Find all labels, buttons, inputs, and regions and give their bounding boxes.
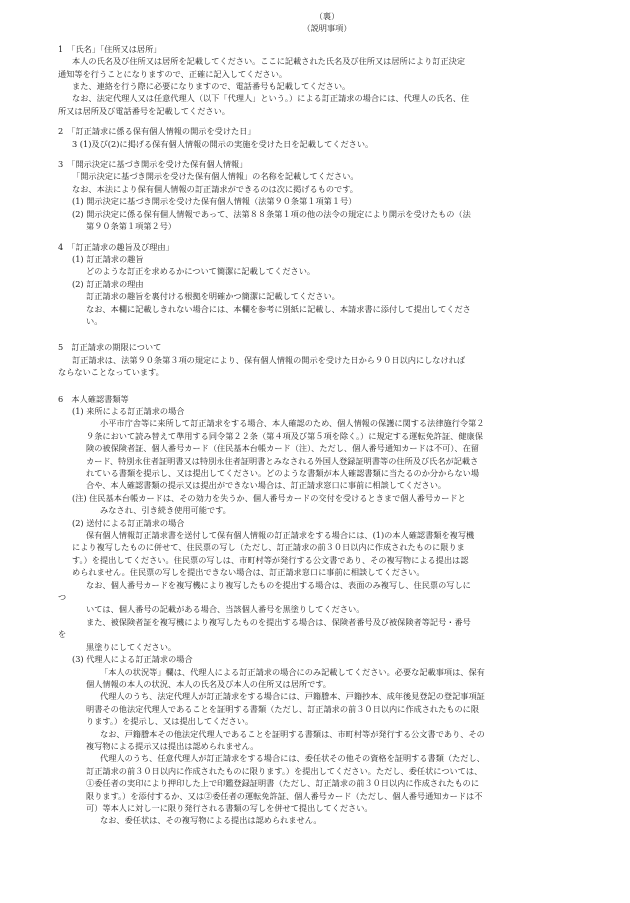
section-6-text: 複写物による提示又は提出は認められません。 <box>86 740 259 751</box>
page-side-label: （裏） <box>314 11 340 21</box>
section-4-text: なお、本欄に記載しきれない場合には、本欄を参考に別紙に記載し、本請求書に添付して提出してくださ <box>86 303 471 314</box>
section-6-text: ①委任者の実印により押印した上で印鑑登録証明書（ただし、訂正請求の前３０日以内に作成されたものに <box>86 778 480 789</box>
section-6-text: 小平市庁舎等に来所して訂正請求をする場合、本人確認のため、個人情報の保護に関する法律施行令第２ <box>100 418 485 429</box>
section-5-title: 5 訂正請求の期限について <box>58 342 162 353</box>
section-6-text: ９条において読み替えて準用する同令第２２条（第４項及び第５項を除く。）に規定する運転免許証、健康保 <box>86 430 483 441</box>
section-6-text: ります。）を提示し、又は提出してください。 <box>86 716 254 727</box>
section-6-text: 限ります。）を添付するか、又は②委任者の運転免許証、個人番号カード（ただし、個人番号通知カードは不 <box>86 790 483 801</box>
section-6-text: 保有個人情報訂正請求書を送付して保有個人情報の訂正請求をする場合には、(1)の本人確認書類を複写機 <box>86 530 475 541</box>
section-3-title: 3 「開示決定に基づき開示を受けた保有個人情報」 <box>58 159 248 170</box>
section-6-note: みなされ、引き続き使用可能です。 <box>100 505 231 516</box>
section-5 <box>58 341 596 378</box>
section-3-item: (1) 開示決定に基づき開示を受けた保有個人情報（法第９０条第１項第１号） <box>72 196 357 207</box>
section-6-text: なお、委任状は、その複写物による提出は認められません。 <box>100 815 322 826</box>
section-3-item: 第９０条第１項第２号） <box>86 221 177 232</box>
section-1-text: 所又は居所及び電話番号を記載してください。 <box>58 105 230 116</box>
page-title: （説明事項） <box>302 23 352 34</box>
section-6-item: (2) 送付による訂正請求の場合 <box>72 517 185 528</box>
section-6-text: 個人情報の本人の状況、本人の氏名及び本人の住所又は居所です。 <box>86 678 331 689</box>
section-6-text: 明書その他法定代理人であることを証明する書類（ただし、訂正請求の前３０日以内に作成されたものに限 <box>86 703 480 714</box>
section-6 <box>58 393 596 827</box>
section-6-title: 6 本人確認書類等 <box>58 393 129 404</box>
section-6-text: 合や、本人確認書類の提示又は提出ができない場合は、訂正請求窓口に事前に相談してください。 <box>86 480 447 491</box>
section-6-text: また、被保険者証を複写機により複写したものを提出する場合は、保険者番号及び被保険者等記号・番号 <box>86 616 471 627</box>
section-6-note: (注) 住民基本台帳カードは、その効力を失うか、個人番号カードの交付を受けるときまで個人番号カードと <box>72 492 466 503</box>
section-4-item: (2) 訂正請求の理由 <box>72 278 144 289</box>
section-4-item: (1) 訂正請求の趣旨 <box>72 253 144 264</box>
section-2-text: 3 (1)及び(2)に掲げる保有個人情報の開示の実施を受けた日を記載してください。 <box>72 138 374 149</box>
section-6-text: れている書類を提示し、又は提出してください。どのような書類が本人確認書類に当たるのか分からない場 <box>86 468 480 478</box>
section-6-text: を <box>58 629 67 640</box>
section-5-text: ならないことなっています。 <box>58 367 164 378</box>
section-6-text: 「本人の状況等」欄は、代理人による訂正請求の場合にのみ記載してください。必要な記載事項は、保有 <box>100 666 485 677</box>
section-3-item: (2) 開示決定に係る保有個人情報であって、法第８８条第１項の他の法令の規定により開示を受けたもの（法 <box>72 208 471 219</box>
section-6-text: 可）等本人に対し一に限り発行される書類の写しを併せて提出してください。 <box>86 802 373 813</box>
section-6-text: つ <box>58 592 67 603</box>
section-1-text: また、連絡を行う際に必要になりますので、電話番号も記載してください。 <box>72 81 351 92</box>
section-4-text: どのような訂正を求めるかについて簡潔に記載してください。 <box>86 266 316 277</box>
section-6-text: 険の被保険者証、個人番号カード（住民基本台帳カード（注）、ただし、個人番号通知カードは不可）、在留 <box>86 443 479 454</box>
section-1-title: 1 「氏名」「住所又は居所」 <box>58 43 162 54</box>
section-3-text: なお、本法により保有個人情報の訂正請求ができるのは次に掲げるものです。 <box>72 183 358 194</box>
section-1 <box>58 43 596 117</box>
section-1-text: 本人の氏名及び住所又は居所を記載してください。ここに記載された氏名及び住所又は居所により訂正決定 <box>72 56 466 67</box>
section-6-text: す。）を提出してください。住民票の写しは、市町村等が発行する公文書であり、その複写物による提出は認 <box>72 554 469 565</box>
section-4 <box>58 241 596 328</box>
section-4-text: 訂正請求の趣旨を裏付ける根拠を明確かつ簡潔に記載してください。 <box>86 291 340 302</box>
section-6-item: (3) 代理人による訂正請求の場合 <box>72 654 193 665</box>
section-6-text: なお、個人番号カードを複写機により複写したものを提出する場合は、表面のみ複写し、住民票の写しに <box>86 579 471 590</box>
section-6-text: いては、個人番号の記載がある場合、当該個人番号を黒塗りしてください。 <box>86 604 365 615</box>
section-3 <box>58 158 596 232</box>
section-5-text: 訂正請求は、法第９０条第３項の規定により、保有個人情報の開示を受けた日から９０日以内にしなければ <box>72 354 466 365</box>
section-1-text: なお、法定代理人又は任意代理人（以下「代理人」という。）による訂正請求の場合には、代理人の氏名、住 <box>72 93 470 104</box>
section-6-text: により複写したものに併せて、住民票の写し（ただし、訂正請求の前３０日以内に作成されたものに限りま <box>72 542 465 553</box>
section-1-text: 通知等を行うことになりますので、正確に記入してください。 <box>58 68 288 79</box>
section-6-text: カード、特別永住者証明書又は特別永住者証明書とみなされる外国人登録証明書等の住所及び氏名が記載さ <box>86 455 479 466</box>
section-6-text: 代理人のうち、任意代理人が訂正請求をする場合には、委任状その他その資格を証明する書類（ただし、 <box>100 753 485 764</box>
section-2 <box>58 125 596 150</box>
section-6-text: 訂正請求の前３０日以内に作成されたものに限ります。）を提出してください。ただし、委任状については、 <box>86 765 483 776</box>
section-6-item: (1) 来所による訂正請求の場合 <box>72 405 185 416</box>
section-6-text: められません。住民票の写しを提出できない場合は、訂正請求窓口に事前に相談してください。 <box>72 567 425 578</box>
section-4-text: い。 <box>86 315 103 326</box>
section-4-title: 4 「訂正請求の趣旨及び理由」 <box>58 241 174 252</box>
section-6-text: 代理人のうち、法定代理人が訂正請求をする場合には、戸籍謄本、戸籍抄本、成年後見登記の登記事項証 <box>100 691 485 702</box>
section-3-text: 「開示決定に基づき開示を受けた保有個人情報」の名称を記載してください。 <box>72 171 359 182</box>
section-6-text: なお、戸籍謄本その他法定代理人であることを証明する書類は、市町村等が発行する公文書であり、その <box>100 728 485 739</box>
section-2-title: 2 「訂正請求に係る保有個人情報の開示を受けた日」 <box>58 126 256 137</box>
section-6-text: 黒塗りにしてください。 <box>86 641 177 652</box>
